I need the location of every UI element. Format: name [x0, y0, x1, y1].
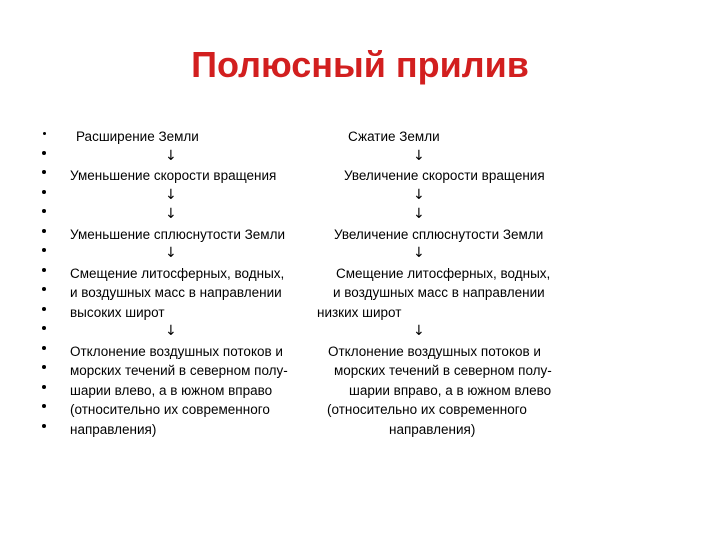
left-text-line: Уменьшение сплюснутости Земли	[70, 227, 285, 242]
bullet-marker	[42, 248, 46, 252]
left-text-line: Отклонение воздушных потоков и	[70, 344, 283, 359]
bullet-marker	[42, 307, 46, 311]
bullet-marker	[42, 424, 46, 428]
left-text-line: шарии влево, а в южном вправо	[70, 383, 273, 398]
left-text-line: направления)	[70, 422, 157, 437]
bullet-marker	[42, 346, 46, 350]
bullet-marker	[42, 209, 46, 213]
bullet-marker	[43, 132, 46, 135]
slide-title: Полюсный прилив	[191, 44, 529, 85]
bullet-marker	[42, 287, 46, 291]
bullet-marker	[42, 326, 46, 330]
down-arrow-icon: ↓	[165, 206, 177, 222]
bullet-marker	[42, 170, 46, 174]
bullet-marker	[42, 268, 46, 272]
right-text-line: Увеличение скорости вращения	[344, 168, 545, 183]
down-arrow-icon: ↓	[413, 148, 425, 164]
left-text-line: Уменьшение скорости вращения	[70, 168, 277, 183]
down-arrow-icon: ↓	[165, 187, 177, 203]
down-arrow-icon: ↓	[413, 245, 425, 261]
down-arrow-icon: ↓	[165, 245, 177, 261]
right-text-line: и воздушных масс в направлении	[333, 285, 545, 300]
left-text-line: Смещение литосферных, водных,	[70, 266, 285, 281]
left-text-line: (относительно их современного	[70, 402, 270, 417]
down-arrow-icon: ↓	[165, 323, 177, 339]
right-text-line: морских течений в северном полу-	[334, 363, 552, 378]
down-arrow-icon: ↓	[413, 206, 425, 222]
left-text-line: высоких широт	[70, 305, 165, 320]
right-text-line: (относительно их современного	[327, 402, 527, 417]
right-text-line: направления)	[389, 422, 476, 437]
bullet-marker	[42, 385, 46, 389]
bullet-marker	[42, 365, 46, 369]
right-heading: Сжатие Земли	[348, 129, 440, 144]
bullet-marker	[42, 151, 46, 155]
right-text-line: Отклонение воздушных потоков и	[328, 344, 541, 359]
left-text-line: и воздушных масс в направлении	[70, 285, 282, 300]
left-text-line: морских течений в северном полу-	[70, 363, 288, 378]
bullet-marker	[42, 404, 46, 408]
right-text-line: шарии вправо, а в южном влево	[349, 383, 552, 398]
left-heading: Расширение Земли	[76, 129, 199, 144]
right-text-line: Увеличение сплюснутости Земли	[334, 227, 544, 242]
down-arrow-icon: ↓	[413, 323, 425, 339]
bullet-marker	[42, 229, 46, 233]
right-text-line: низких широт	[317, 305, 402, 320]
down-arrow-icon: ↓	[165, 148, 177, 164]
down-arrow-icon: ↓	[413, 187, 425, 203]
bullet-marker	[42, 190, 46, 194]
right-text-line: Смещение литосферных, водных,	[336, 266, 551, 281]
